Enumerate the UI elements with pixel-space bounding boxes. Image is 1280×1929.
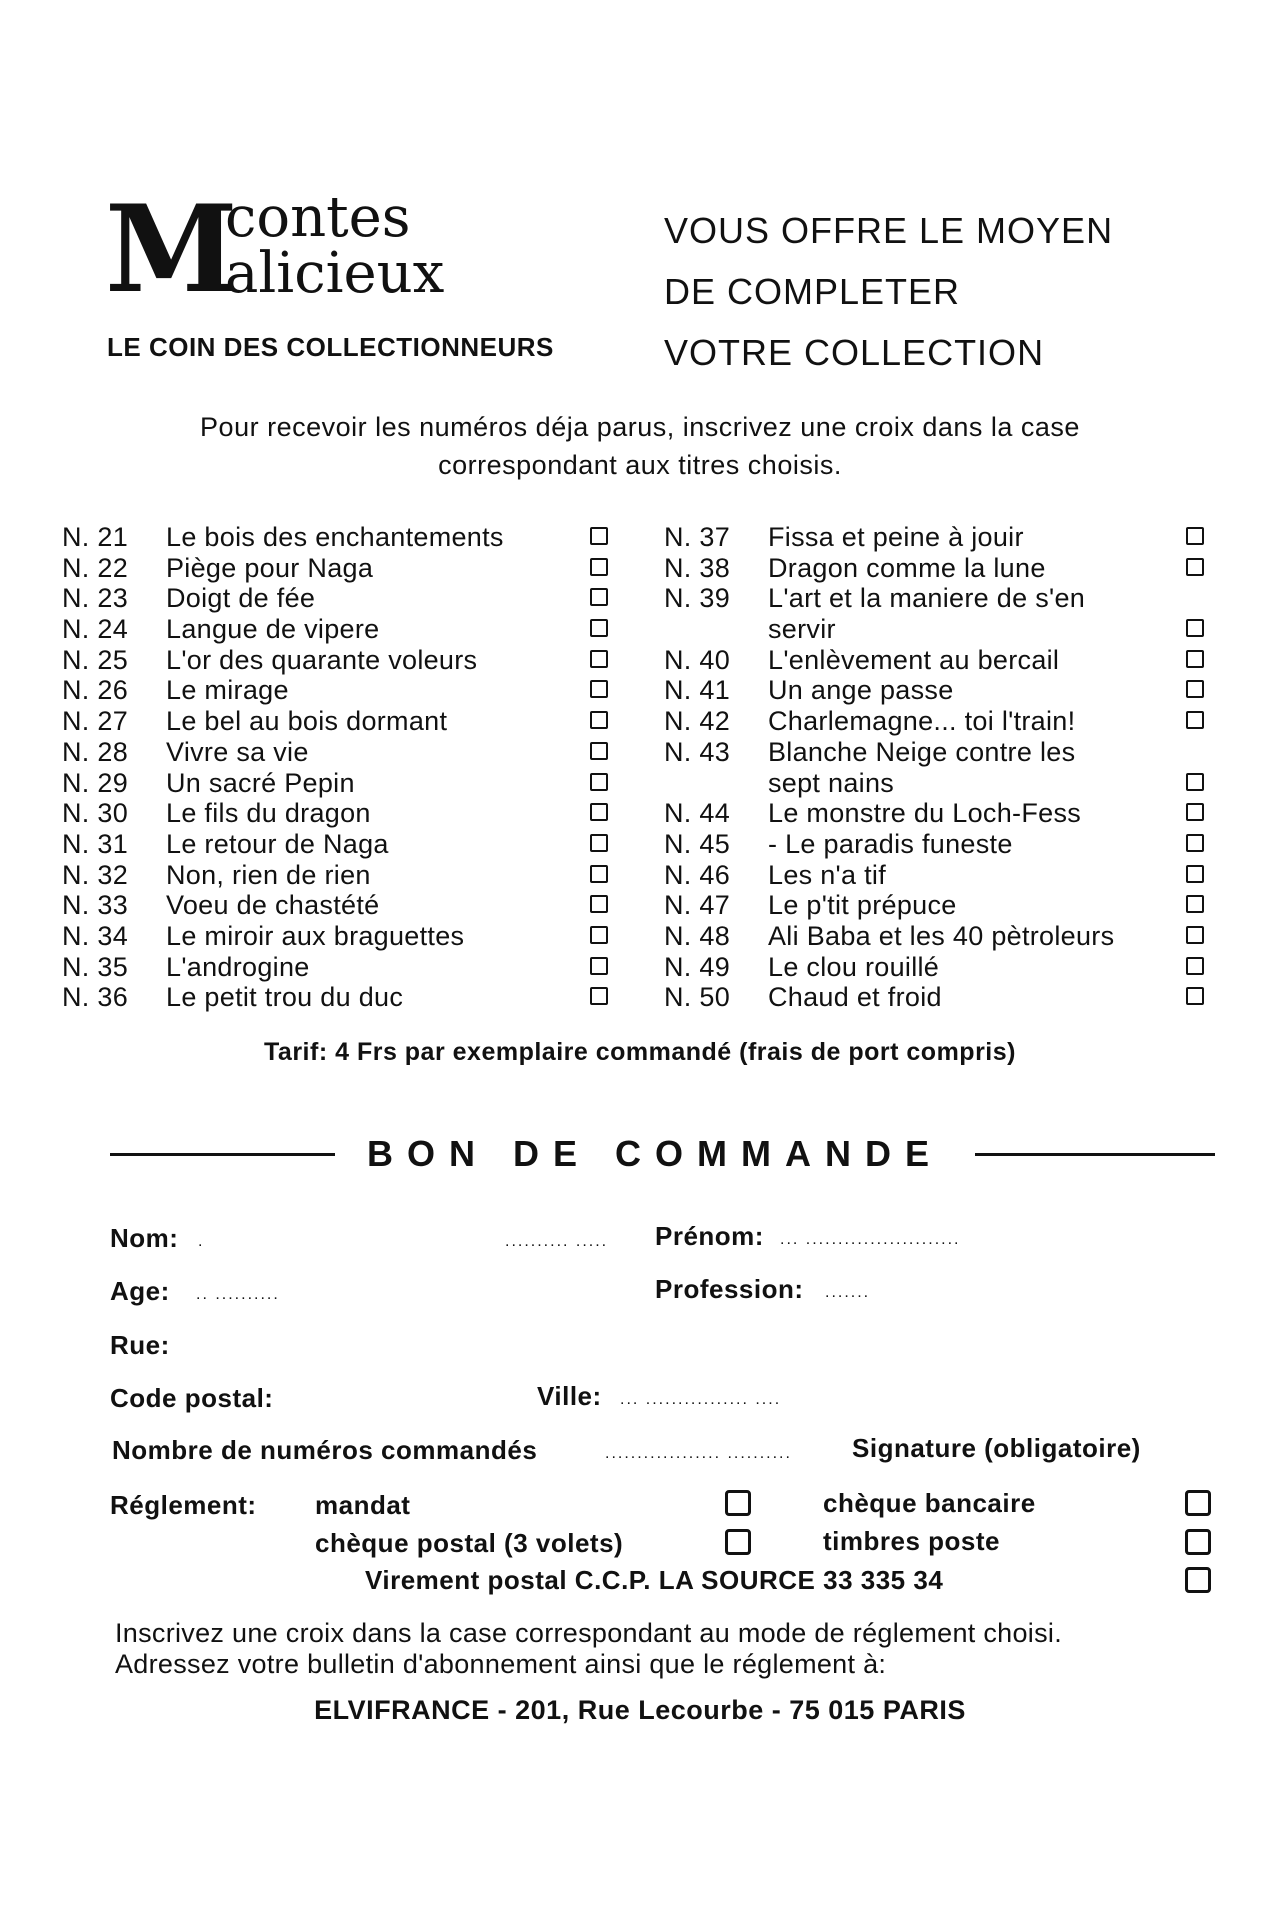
nom-field-dots[interactable]: .......... ..... bbox=[505, 1233, 609, 1250]
cheque-postal-checkbox[interactable] bbox=[725, 1529, 751, 1555]
virement-checkbox[interactable] bbox=[1185, 1567, 1211, 1593]
issue-row bbox=[664, 553, 1219, 584]
issue-number: N. 36 bbox=[62, 982, 129, 1013]
issue-title: Vivre sa vie bbox=[166, 736, 309, 767]
issue-checkbox[interactable] bbox=[590, 558, 608, 576]
nombre-label: Nombre de numéros commandés bbox=[112, 1435, 538, 1465]
issue-checkbox[interactable] bbox=[590, 680, 608, 698]
issue-checkbox[interactable] bbox=[1186, 650, 1204, 668]
profession-label: Profession: bbox=[655, 1274, 804, 1304]
issue-row bbox=[664, 982, 1219, 1013]
issue-number: N. 24 bbox=[62, 614, 129, 645]
issue-checkbox[interactable] bbox=[590, 926, 608, 944]
order-form-title: BON DE COMMANDE bbox=[367, 1133, 943, 1174]
cheque-postal-label: chèque postal (3 volets) bbox=[315, 1528, 624, 1558]
issue-checkbox[interactable] bbox=[1186, 680, 1204, 698]
issue-title: L'enlèvement au bercail bbox=[768, 644, 1060, 675]
issue-row bbox=[62, 522, 622, 553]
instruction-line: Inscrivez une croix dans la case correspondant au mode de réglement choisi. bbox=[115, 1618, 1062, 1648]
issue-title: Blanche Neige contre les bbox=[768, 736, 1076, 767]
issue-row bbox=[664, 768, 1219, 799]
issue-title: Fissa et peine à jouir bbox=[768, 522, 1024, 552]
issue-row bbox=[664, 583, 1219, 614]
issue-checkbox[interactable] bbox=[1186, 834, 1204, 852]
issue-title: Un sacré Pepin bbox=[166, 767, 355, 798]
issue-title: - Le paradis funeste bbox=[768, 828, 1013, 859]
issue-number: N. 44 bbox=[664, 798, 731, 829]
magazine-logo bbox=[105, 179, 445, 320]
issue-checkbox[interactable] bbox=[590, 588, 608, 606]
issue-row bbox=[664, 614, 1219, 645]
issue-checkbox[interactable] bbox=[590, 527, 608, 545]
issue-row bbox=[62, 768, 622, 799]
issue-title: Le bois des enchantements bbox=[166, 522, 504, 552]
issue-row bbox=[62, 982, 622, 1013]
tarif-text: Tarif: 4 Frs par exemplaire commandé (frais de port compris) bbox=[264, 1038, 1016, 1066]
issue-row bbox=[62, 860, 622, 891]
issue-number: N. 33 bbox=[62, 890, 129, 921]
issue-checkbox[interactable] bbox=[590, 619, 608, 637]
issue-title: Le monstre du Loch-Fess bbox=[768, 798, 1082, 829]
issue-row bbox=[664, 798, 1219, 829]
issue-title: Les n'a tif bbox=[768, 859, 887, 890]
issue-title: L'or des quarante voleurs bbox=[166, 644, 478, 675]
issue-title: Un ange passe bbox=[768, 675, 954, 706]
timbres-poste-label: timbres poste bbox=[823, 1526, 1000, 1556]
issue-checkbox[interactable] bbox=[590, 711, 608, 729]
issue-number: N. 27 bbox=[62, 706, 129, 737]
instruction-line: Adressez votre bulletin d'abonnement ainsi que le réglement à: bbox=[115, 1649, 887, 1679]
issue-number: N. 49 bbox=[664, 951, 731, 982]
issue-checkbox[interactable] bbox=[1186, 773, 1204, 791]
issue-list-left bbox=[62, 522, 622, 1013]
logo-word-contes: contes bbox=[225, 185, 411, 250]
offer-line: VOUS OFFRE LE MOYEN bbox=[664, 210, 1114, 251]
issue-title: Le p'tit prépuce bbox=[768, 890, 957, 921]
issue-title: Piège pour Naga bbox=[166, 552, 374, 583]
timbres-poste-checkbox[interactable] bbox=[1185, 1529, 1211, 1555]
issue-number: N. 41 bbox=[664, 675, 731, 706]
virement-label: Virement postal C.C.P. LA SOURCE 33 335 34 bbox=[365, 1565, 944, 1595]
issue-row bbox=[62, 921, 622, 952]
issue-title: Ali Baba et les 40 pètroleurs bbox=[768, 920, 1115, 951]
issue-checkbox[interactable] bbox=[590, 650, 608, 668]
issue-row bbox=[62, 737, 622, 768]
issue-number: N. 47 bbox=[664, 890, 731, 921]
issue-checkbox[interactable] bbox=[590, 742, 608, 760]
issue-title: L'androgine bbox=[166, 951, 310, 982]
issue-title: Voeu de chastété bbox=[166, 890, 380, 921]
issue-list-right bbox=[664, 522, 1219, 1013]
issue-checkbox[interactable] bbox=[1186, 558, 1204, 576]
issue-number: N. 35 bbox=[62, 951, 129, 982]
issue-number: N. 30 bbox=[62, 798, 129, 829]
issue-number: N. 39 bbox=[664, 583, 731, 614]
issue-row bbox=[664, 706, 1219, 737]
prenom-field[interactable]: ... ........................ bbox=[780, 1231, 961, 1248]
nom-label: Nom: bbox=[110, 1223, 179, 1253]
issue-checkbox[interactable] bbox=[1186, 957, 1204, 975]
title-rule-left bbox=[110, 1153, 335, 1156]
issue-title: Le retour de Naga bbox=[166, 828, 389, 859]
offer-line: DE COMPLETER bbox=[664, 271, 961, 312]
issue-checkbox[interactable] bbox=[1186, 711, 1204, 729]
issue-title: Le bel au bois dormant bbox=[166, 706, 448, 737]
issue-checkbox[interactable] bbox=[590, 803, 608, 821]
logo-initial: M bbox=[105, 179, 234, 320]
code-postal-label: Code postal: bbox=[110, 1383, 274, 1413]
offer-line: VOTRE COLLECTION bbox=[664, 332, 1045, 373]
prenom-label: Prénom: bbox=[655, 1221, 764, 1251]
logo-word-alicieux: alicieux bbox=[225, 241, 445, 306]
issue-row bbox=[62, 675, 622, 706]
issue-row bbox=[664, 952, 1219, 983]
issue-row bbox=[664, 829, 1219, 860]
issue-row bbox=[664, 645, 1219, 676]
issue-title: Le clou rouillé bbox=[768, 951, 940, 982]
age-label: Age: bbox=[110, 1276, 170, 1306]
issue-number: N. 38 bbox=[664, 552, 731, 583]
issue-checkbox[interactable] bbox=[590, 834, 608, 852]
intro-line: Pour recevoir les numéros déja parus, inscrivez une croix dans la case bbox=[200, 412, 1080, 442]
issue-number: N. 50 bbox=[664, 982, 731, 1013]
issue-checkbox[interactable] bbox=[1186, 865, 1204, 883]
issue-number: N. 32 bbox=[62, 859, 129, 890]
issue-row bbox=[62, 614, 622, 645]
issue-number: N. 31 bbox=[62, 828, 129, 859]
issue-title: Doigt de fée bbox=[166, 583, 316, 614]
issue-row bbox=[62, 798, 622, 829]
issue-title: Dragon comme la lune bbox=[768, 552, 1046, 583]
issue-number: N. 23 bbox=[62, 583, 129, 614]
issue-title: Le petit trou du duc bbox=[166, 982, 404, 1013]
issue-checkbox[interactable] bbox=[590, 865, 608, 883]
issue-title: Langue de vipere bbox=[166, 614, 380, 645]
issue-title: Non, rien de rien bbox=[166, 859, 371, 890]
nombre-field[interactable]: .................. .......... bbox=[605, 1445, 792, 1462]
issue-number: N. 42 bbox=[664, 706, 731, 737]
issue-row bbox=[664, 890, 1219, 921]
issue-row bbox=[664, 737, 1219, 768]
intro-line: correspondant aux titres choisis. bbox=[438, 450, 842, 480]
title-rule-right bbox=[975, 1153, 1215, 1156]
issue-number: N. 45 bbox=[664, 828, 731, 859]
issue-title: Le fils du dragon bbox=[166, 798, 371, 829]
issue-row bbox=[664, 860, 1219, 891]
issue-title: servir bbox=[768, 614, 836, 645]
issue-title: sept nains bbox=[768, 767, 895, 798]
cheque-bancaire-checkbox[interactable] bbox=[1185, 1490, 1211, 1516]
issue-row bbox=[62, 829, 622, 860]
ville-label: Ville: bbox=[537, 1381, 602, 1411]
issue-checkbox[interactable] bbox=[1186, 619, 1204, 637]
issue-row bbox=[62, 645, 622, 676]
issue-row bbox=[62, 583, 622, 614]
issue-row bbox=[62, 706, 622, 737]
issue-number: N. 21 bbox=[62, 522, 129, 552]
issue-row bbox=[664, 921, 1219, 952]
issue-number: N. 26 bbox=[62, 675, 129, 706]
mandat-checkbox[interactable] bbox=[725, 1490, 751, 1516]
issue-row bbox=[62, 952, 622, 983]
profession-field[interactable]: ....... bbox=[825, 1284, 871, 1301]
issue-number: N. 29 bbox=[62, 767, 129, 798]
issue-number: N. 22 bbox=[62, 552, 129, 583]
issue-row bbox=[62, 890, 622, 921]
issue-checkbox[interactable] bbox=[590, 773, 608, 791]
issue-title: L'art et la maniere de s'en bbox=[768, 583, 1086, 614]
issue-title: Charlemagne... toi l'train! bbox=[768, 706, 1076, 737]
reglement-label: Réglement: bbox=[110, 1490, 257, 1520]
issue-title: Le mirage bbox=[166, 675, 289, 706]
intro-text bbox=[90, 408, 1190, 484]
issue-number: N. 40 bbox=[664, 644, 731, 675]
offer-heading bbox=[664, 200, 1113, 383]
issue-number: N. 28 bbox=[62, 736, 129, 767]
issue-checkbox[interactable] bbox=[1186, 987, 1204, 1005]
collectors-heading: LE COIN DES COLLECTIONNEURS bbox=[107, 332, 554, 362]
issue-checkbox[interactable] bbox=[1186, 527, 1204, 545]
issue-row bbox=[664, 675, 1219, 706]
issue-title: Le miroir aux braguettes bbox=[166, 920, 465, 951]
issue-checkbox[interactable] bbox=[1186, 895, 1204, 913]
signature-label: Signature (obligatoire) bbox=[852, 1433, 1141, 1463]
age-field[interactable]: .. .......... bbox=[196, 1286, 280, 1303]
rue-label: Rue: bbox=[110, 1330, 170, 1360]
mailing-address: ELVIFRANCE - 201, Rue Lecourbe - 75 015 PARIS bbox=[314, 1695, 966, 1725]
ville-field[interactable]: ... ................ .... bbox=[620, 1391, 782, 1408]
issue-number: N. 34 bbox=[62, 920, 129, 951]
issue-row bbox=[664, 522, 1219, 553]
issue-row bbox=[62, 553, 622, 584]
issue-number: N. 48 bbox=[664, 920, 731, 951]
issue-title: Chaud et froid bbox=[768, 982, 942, 1013]
issue-number: N. 46 bbox=[664, 859, 731, 890]
issue-checkbox[interactable] bbox=[590, 987, 608, 1005]
issue-number: N. 37 bbox=[664, 522, 731, 552]
issue-checkbox[interactable] bbox=[590, 895, 608, 913]
nom-field[interactable]: . bbox=[198, 1233, 205, 1250]
issue-checkbox[interactable] bbox=[1186, 803, 1204, 821]
issue-number: N. 25 bbox=[62, 644, 129, 675]
issue-checkbox[interactable] bbox=[1186, 926, 1204, 944]
cheque-bancaire-label: chèque bancaire bbox=[823, 1488, 1036, 1518]
mandat-label: mandat bbox=[315, 1490, 411, 1520]
issue-number: N. 43 bbox=[664, 736, 731, 767]
issue-checkbox[interactable] bbox=[590, 957, 608, 975]
instruction-text bbox=[115, 1618, 1215, 1680]
